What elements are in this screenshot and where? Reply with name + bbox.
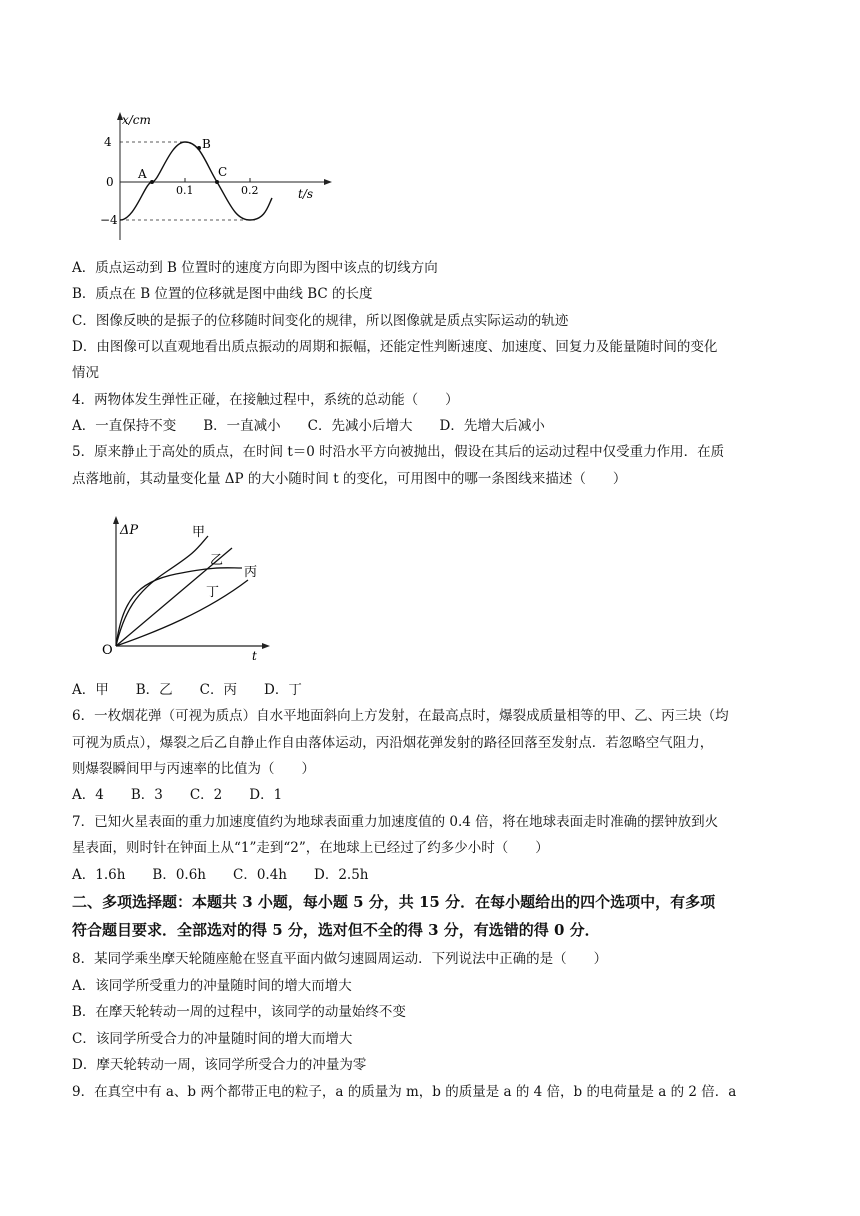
dp-x-label: t — [252, 649, 257, 662]
point-a-marker — [150, 180, 154, 184]
x-tick-0.2: 0.2 — [241, 184, 259, 197]
q3-option-d: D．由图像可以直观地看出质点振动的周期和振幅，还能定性判断速度、加速度、回复力及能量随时间的变化 — [72, 339, 718, 355]
dp-x-axis-arrow — [262, 643, 270, 649]
curve-jia — [116, 536, 208, 646]
y-axis-label: x/cm — [122, 113, 151, 127]
q7-options: A．1.6h B．0.6h C．0.4h D．2.5h — [72, 867, 369, 883]
x-tick-0.1: 0.1 — [176, 184, 194, 197]
q9-stem: 9．在真空中有 a、b 两个都带正电的粒子，a 的质量为 m，b 的质量是 a 的 4 倍，b 的电荷量是 a 的 2 倍．a — [72, 1084, 737, 1100]
section-2-heading-1: 二、多项选择题：本题共 3 小题，每小题 5 分，共 15 分．在每小题给出的四个选项中，有多项 — [72, 893, 716, 911]
q7-stem-1: 7．已知火星表面的重力加速度值约为地球表面重力加速度值的 0.4 倍，将在地球表面走时准确的摆钟放到火 — [72, 814, 719, 830]
label-jia: 甲 — [192, 525, 206, 540]
q7-stem-2: 星表面，则时针在钟面上从“1”走到“2”，在地球上已经过了约多少小时（ ） — [72, 840, 549, 856]
point-c-marker — [215, 180, 219, 184]
q8-option-a: A．该同学所受重力的冲量随时间的增大而增大 — [72, 978, 352, 994]
q4-options: A．一直保持不变 B．一直减小 C．先减小后增大 D．先增大后减小 — [72, 418, 545, 434]
displacement-curve — [120, 142, 272, 220]
dp-y-axis-arrow — [113, 516, 119, 524]
point-b-marker — [197, 146, 201, 150]
q5-stem-1: 5．原来静止于高处的质点，在时间 t＝0 时沿水平方向被抛出，假设在其后的运动过程中仅受重力作用．在质 — [72, 444, 725, 460]
dp-origin: O — [102, 643, 113, 658]
momentum-change-graph — [96, 512, 276, 662]
q6-options: A．4 B．3 C．2 D．1 — [72, 787, 283, 803]
q3-option-c: C．图像反映的是振子的位移随时间变化的规律，所以图像就是质点实际运动的轨迹 — [72, 313, 569, 329]
q8-option-c: C．该同学所受合力的冲量随时间的增大而增大 — [72, 1031, 353, 1047]
label-bing: 丙 — [244, 565, 258, 580]
q3-option-d-cont: 情况 — [72, 365, 99, 381]
q4-stem: 4．两物体发生弹性正碰，在接触过程中，系统的总动能（ ） — [72, 392, 459, 408]
label-ding: 丁 — [206, 585, 220, 600]
q8-option-d: D．摩天轮转动一周，该同学所受合力的冲量为零 — [72, 1057, 367, 1073]
q8-stem: 8．某同学乘坐摩天轮随座舱在竖直平面内做匀速圆周运动．下列说法中正确的是（ ） — [72, 951, 608, 967]
y-tick-top: 4 — [104, 135, 112, 149]
q5-stem-2: 点落地前，其动量变化量 ΔP 的大小随时间 t 的变化，可用图中的哪一条图线来描述（ ） — [72, 471, 627, 487]
y-tick-zero: 0 — [106, 175, 114, 189]
q6-stem-3: 则爆裂瞬间甲与丙速率的比值为（ ） — [72, 761, 315, 777]
oscillation-graph — [100, 110, 340, 250]
point-c-label: C — [218, 165, 228, 179]
curve-bing — [116, 568, 242, 646]
label-yi: 乙 — [210, 553, 224, 568]
q6-stem-1: 6．一枚烟花弹（可视为质点）自水平地面斜向上方发射，在最高点时，爆裂成质量相等的甲、乙、丙三块（均 — [72, 708, 729, 724]
q8-option-b: B．在摩天轮转动一周的过程中，该同学的动量始终不变 — [72, 1004, 406, 1020]
dp-y-label: ΔP — [120, 523, 139, 538]
x-axis-arrow — [324, 179, 332, 185]
q5-options: A．甲 B．乙 C．丙 D．丁 — [72, 682, 302, 698]
section-2-heading-2: 符合题目要求．全部选对的得 5 分，选对但不全的得 3 分，有选错的得 0 分． — [72, 921, 600, 939]
y-tick-bottom: −4 — [100, 213, 118, 227]
q3-option-a: A．质点运动到 B 位置时的速度方向即为图中该点的切线方向 — [72, 260, 438, 276]
point-a-label: A — [138, 167, 147, 181]
x-axis-label: t/s — [298, 187, 314, 201]
point-b-label: B — [202, 137, 211, 151]
q6-stem-2: 可视为质点），爆裂之后乙自静止作自由落体运动，丙沿烟花弹发射的路径回落至发射点．若忽略空气阻力， — [72, 735, 714, 751]
q3-option-b: B．质点在 B 位置的位移就是图中曲线 BC 的长度 — [72, 286, 373, 302]
